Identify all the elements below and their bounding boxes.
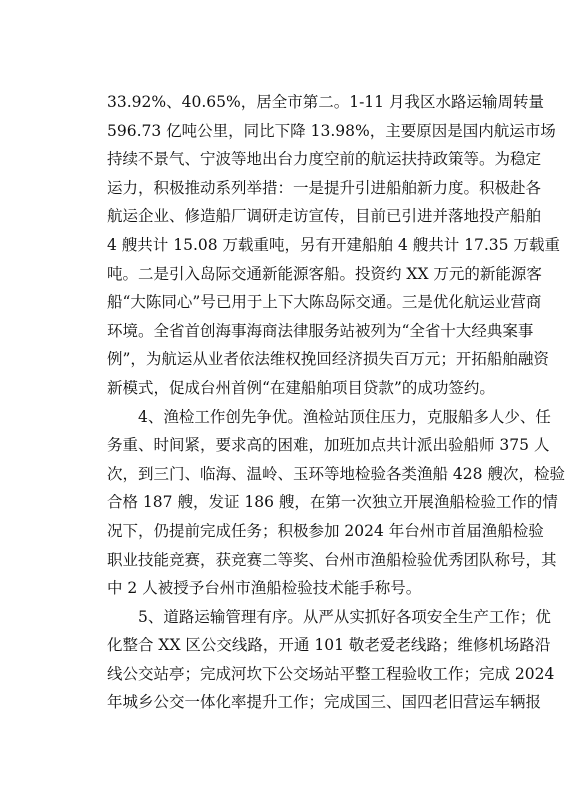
text-line: 次，到三门、临海、温岭、玉环等地检验各类渔船 428 艘次，检验 [107, 464, 565, 483]
text-line: 航运企业、修造船厂调研走访宣传，目前已引进并落地投产船舶 [107, 207, 542, 226]
text-line: 596.73 亿吨公里，同比下降 13.98%，主要原因是国内航运市场 [107, 121, 556, 140]
text-line: 例”，为航运从业者依法维权挽回经济损失百万元；开拓船舶融资 [107, 350, 549, 369]
paragraph-end-line: 中 2 人被授予台州市渔船检验技术能手称号。 [107, 579, 422, 598]
text-line: 环境。全省首创海事海商法律服务站被列为“全省十大经典案事 [107, 321, 534, 340]
text-line: 船“大陈同心”号已用于上下大陈岛际交通。三是优化航运业营商 [107, 293, 542, 312]
text-line: 33.92%、40.65%，居全市第二。1-11 月我区水路运输周转量 [107, 93, 544, 111]
text-line: 4、渔检工作创先争优。渔检站顶住压力，克服船多人少、任 [107, 407, 551, 426]
text-line: 合格 187 艘，发证 186 艘，在第一次独立开展渔船检验工作的情 [107, 493, 558, 512]
text-line: 化整合 XX 区公交线路，开通 101 敬老爱老线路；维修机场路沿 [107, 636, 551, 655]
body-text [107, 88, 565, 717]
text-line: 4 艘共计 15.08 万载重吨，另有开建船舶 4 艘共计 17.35 万载重 [107, 235, 560, 254]
text-line: 线公交站亭；完成河坎下公交场站平整工程验收工作；完成 2024 [107, 664, 555, 683]
paragraph-end-line: 新模式，促成台州首例“在建船舶项目贷款”的成功签约。 [107, 378, 495, 397]
text-line: 运力，积极推动系列举措：一是提升引进船舶新力度。积极赴各 [107, 178, 542, 197]
text-line: 持续不景气、宁波等地出台力度空前的航运扶持政策等。为稳定 [107, 150, 542, 169]
text-line: 况下，仍提前完成任务；积极参加 2024 年台州市首届渔船检验 [107, 521, 544, 540]
text-line: 职业技能竞赛，获竞赛二等奖、台州市渔船检验优秀团队称号，其 [107, 550, 557, 569]
text-line: 务重、时间紧，要求高的困难，加班加点共计派出验船师 375 人 [107, 436, 550, 455]
text-line: 吨。二是引入岛际交通新能源客船。投资约 XX 万元的新能源客 [107, 264, 542, 283]
text-line: 5、道路运输管理有序。从严从实抓好各项安全生产工作；优 [107, 607, 551, 626]
text-line: 年城乡公交一体化率提升工作；完成国三、国四老旧营运车辆报 [107, 693, 542, 712]
